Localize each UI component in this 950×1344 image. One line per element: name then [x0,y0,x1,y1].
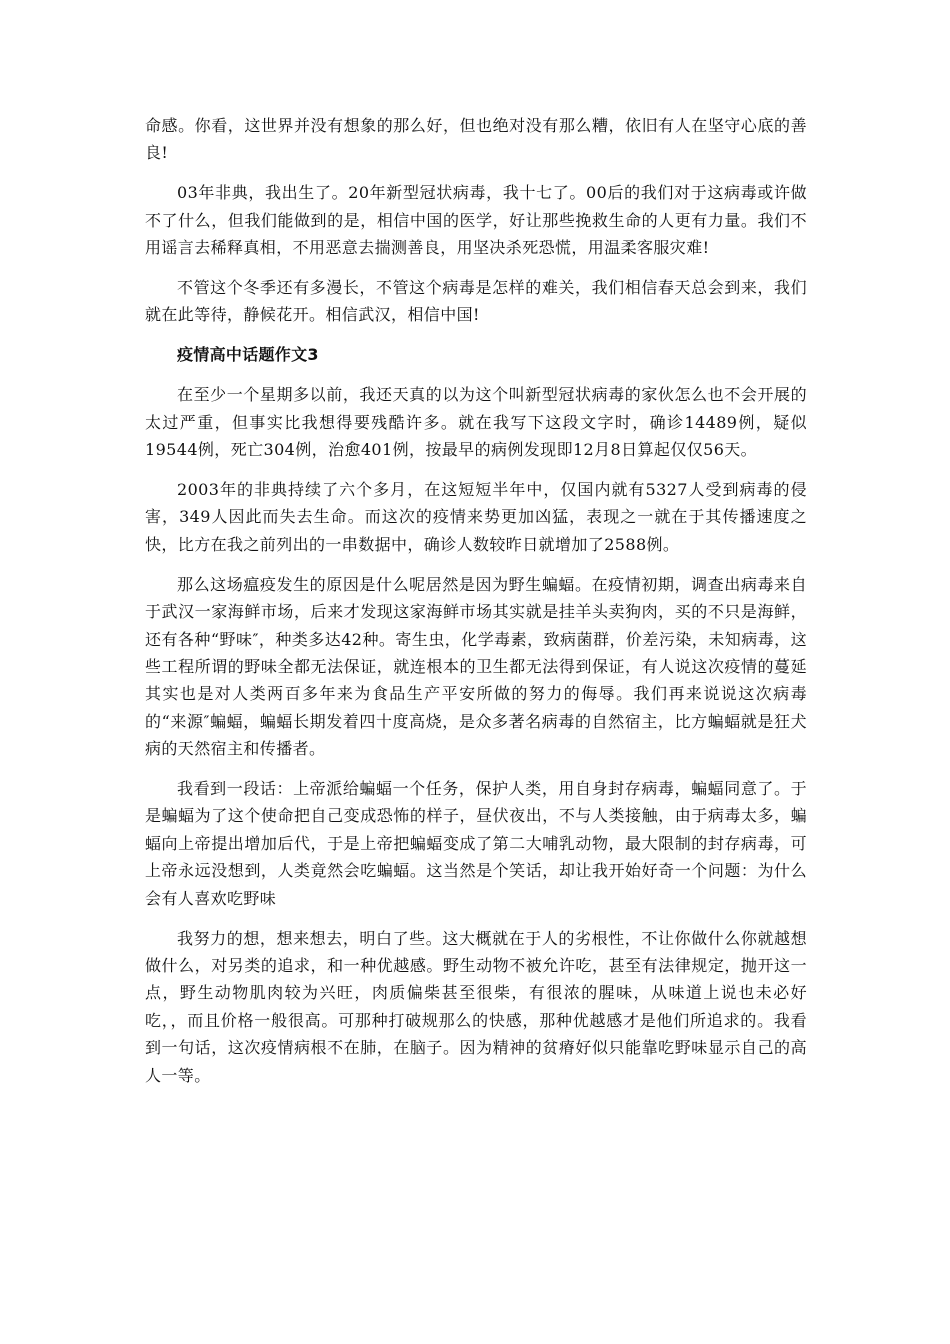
paragraph-reflection: 我努力的想，想来想去，明白了些。这大概就在于人的劣根性，不让你做什么你就越想做什么，对另类的追求，和一种优越感。野生动物不被允许吃，甚至有法律规定，抛开这一点，野生动物肌肉较为兴旺，肉质偏柴甚至很柴，有很浓的腥味，从味道上说也未必好吃，，而且价格一般很高。可那种打破规那么的快感，那种优越感才是他们所追求的。我看到一句话，这次疫情病根不在肺，在脑子。因为精神的贫瘠好似只能靠吃野味显示自己的高人一等。 [145,928,807,1085]
section-heading: 疫情高中话题作文3 [177,345,319,365]
paragraph-2003-sars: 03年非典，我出生了。20年新型冠状病毒，我十七了。00后的我们对于这病毒或许做不了什么，但我们能做到的是，相信中国的医学，好让那些挽救生命的人更有力量。我们不用谣言去稀释真相，不用恶意去揣测善良，用坚决杀死恐慌，用温柔客服灾难! [145,183,807,258]
paragraph-bats: 那么这场瘟疫发生的原因是什么呢居然是因为野生蝙蝠。在疫情初期，调查出病毒来自于武汉一家海鲜市场，后来才发现这家海鲜市场其实就是挂羊头卖狗肉，买的不只是海鲜，还有各种“野味″，种类多达42种。寄生虫，化学毒素，致病菌群，价差污染，未知病毒，这些工程所谓的野味全都无法保证，就连根本的卫生都无法得到保证，有人说这次疫情的蔓延其实也是对人类两百多年来为食品生产平安所做的努力的侮辱。我们再来说说这次病毒的“来源″蝙蝠，蝙蝠长期发着四十度高烧，是众多著名病毒的自然宿主，比方蝙蝠就是狂犬病的天然宿主和传播者。 [145,574,807,759]
paragraph-sars-stats: 2003年的非典持续了六个多月，在这短短半年中，仅国内就有5327人受到病毒的侵害，349人因此而失去生命。而这次的疫情来势更加凶猛，表现之一就在于其传播速度之快，比方在我之前列出的一串数据中，确诊人数较昨日就增加了2588例。 [145,479,807,554]
paragraph-winter: 不管这个冬季还有多漫长，不管这个病毒是怎样的难关，我们相信春天总会到来，我们就在此等待，静候花开。相信武汉，相信中国! [145,278,807,325]
paragraph-continuation: 命感。你看，这世界并没有想象的那么好，但也绝对没有那么糟，依旧有人在坚守心底的善良! [145,116,807,163]
document-page [145,112,807,1089]
paragraph-week: 在至少一个星期多以前，我还天真的以为这个叫新型冠状病毒的家伙怎么也不会开展的太过严重，但事实比我想得要残酷许多。就在我写下这段文字时，确诊14489例，疑似19544例，死亡304例，治愈401例，按最早的病例发现即12月8日算起仅仅56天。 [145,385,807,460]
paragraph-god-story: 我看到一段话：上帝派给蝙蝠一个任务，保护人类，用自身封存病毒，蝙蝠同意了。于是蝙蝠为了这个使命把自己变成恐怖的样子，昼伏夜出，不与人类接触，由于病毒太多，蝙蝠向上帝提出增加后代，于是上帝把蝙蝠变成了第二大哺乳动物，最大限制的封存病毒，可上帝永远没想到，人类竟然会吃蝙蝠。这当然是个笑话，却让我开始好奇一个问题：为什么会有人喜欢吃野味 [145,779,807,908]
